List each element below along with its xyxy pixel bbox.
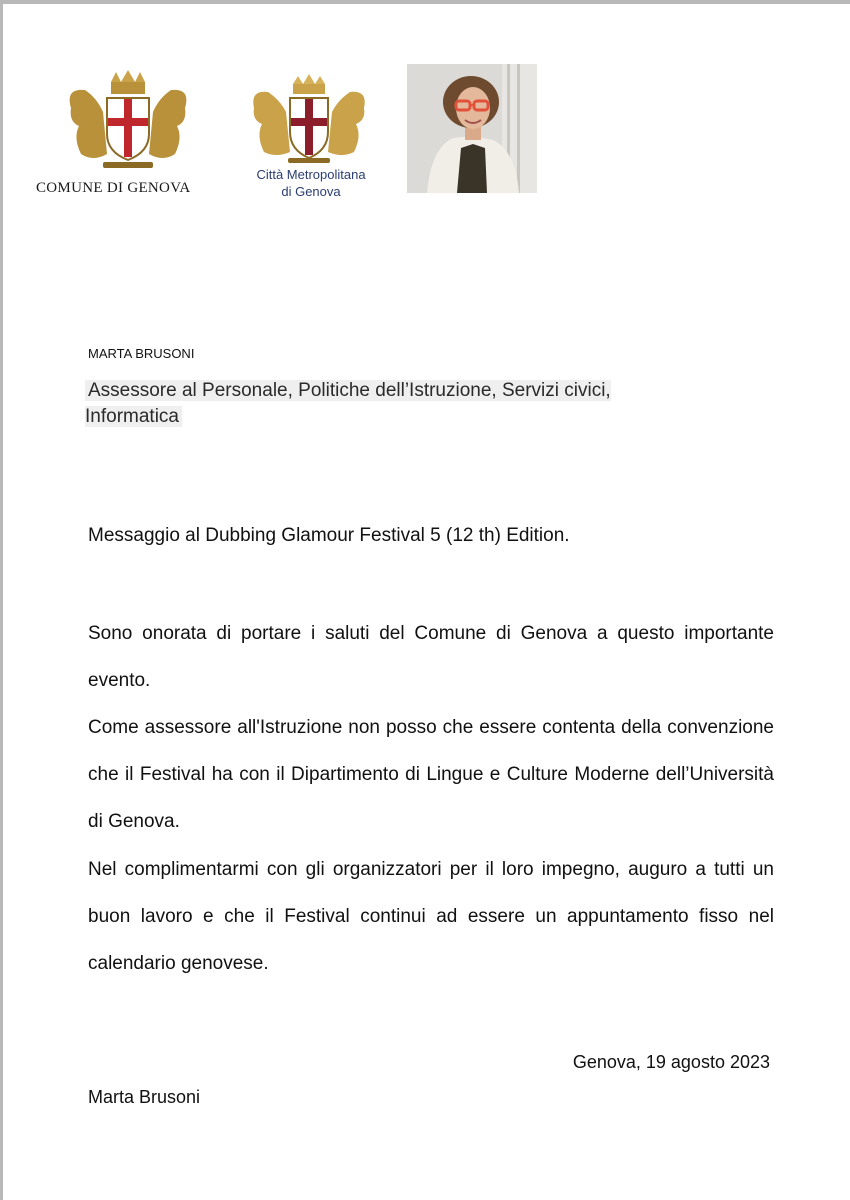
signature: Marta Brusoni (88, 1087, 201, 1107)
author-name-heading: MARTA BRUSONI (88, 346, 195, 361)
citta-metropolitana-logo-line1: Città Metropolitana (256, 167, 366, 182)
body-paragraph: Come assessore all'Istruzione non posso che essere contenta della convenzione che il Festival ha con il Dipartimento di Lingue e Culture Moderne dell’Università di Genova. (88, 717, 774, 832)
body-paragraph: Sono onorata di portare i saluti del Comune di Genova a questo importante evento. (88, 623, 774, 691)
message-title: Messaggio al Dubbing Glamour Festival 5 (12 th) Edition. (88, 525, 570, 546)
portrait-photo (407, 64, 537, 193)
comune-genova-logo-text: COMUNE DI GENOVA (36, 180, 191, 196)
body-paragraph: Nel complimentarmi con gli organizzatori per il loro impegno, auguro a tutti un buon lavoro e che il Festival continui ad essere un appuntamento fisso nel calendario genovese. (88, 859, 774, 974)
citta-metropolitana-coat-of-arms-icon (246, 74, 372, 166)
comune-genova-coat-of-arms-icon (63, 68, 193, 172)
author-role (85, 378, 685, 430)
citta-metropolitana-logo-line2: di Genova (281, 184, 341, 199)
date-line: Genova, 19 agosto 2023 (572, 1052, 770, 1072)
author-role-text: Assessore al Personale, Politiche dell’Istruzione, Servizi civici, Informatica (85, 380, 611, 427)
